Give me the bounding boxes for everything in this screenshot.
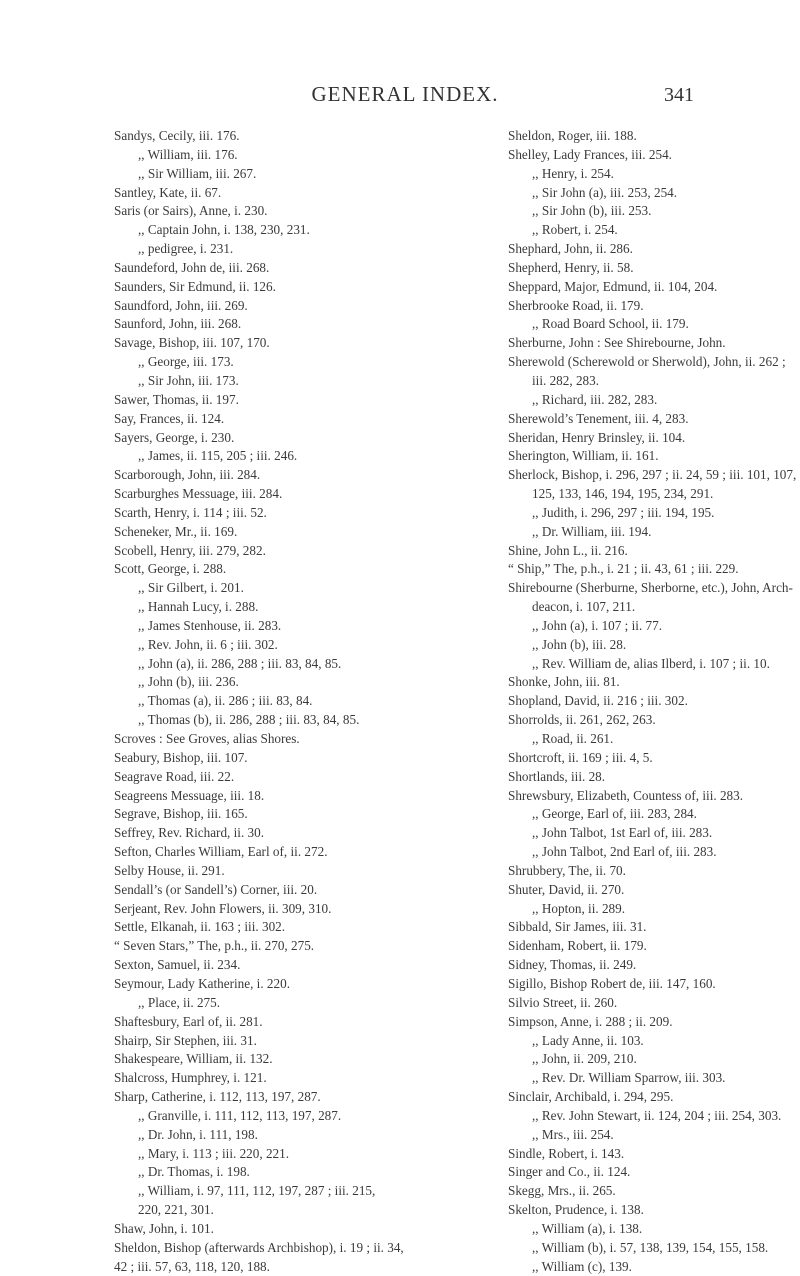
index-entry: Sendall’s (or Sandell’s) Corner, iii. 20.	[114, 881, 318, 897]
index-entry: Shortlands, iii. 28.	[508, 768, 606, 784]
index-continuation: deacon, i. 107, 211.	[532, 599, 636, 615]
index-entry: Sherington, William, ii. 161.	[508, 448, 659, 464]
index-subentry: ,, William (b), i. 57, 138, 139, 154, 155, 158.	[532, 1239, 769, 1255]
index-entry: Sinclair, Archibald, i. 294, 295.	[508, 1089, 674, 1105]
index-subentry: ,, Rev. John, ii. 6 ; iii. 302.	[138, 636, 278, 652]
index-continuation: 125, 133, 146, 194, 195, 234, 291.	[532, 486, 714, 502]
index-entry: Sidenham, Robert, ii. 179.	[508, 938, 647, 954]
index-entry: Seffrey, Rev. Richard, ii. 30.	[114, 825, 265, 841]
index-entry: Shakespeare, William, ii. 132.	[114, 1051, 273, 1067]
page-number: 341	[664, 84, 694, 106]
index-entry: Saundeford, John de, iii. 268.	[114, 259, 270, 275]
index-entry: Sherewold’s Tenement, iii. 4, 283.	[508, 410, 689, 426]
index-entry: Shortcroft, ii. 169 ; iii. 4, 5.	[508, 749, 653, 765]
index-entry: Sigillo, Bishop Robert de, iii. 147, 160.	[508, 975, 716, 991]
index-subentry: ,, James, ii. 115, 205 ; iii. 246.	[138, 448, 298, 464]
index-entry: Skelton, Prudence, i. 138.	[508, 1202, 644, 1218]
index-subentry: ,, Mrs., iii. 254.	[532, 1126, 614, 1142]
index-subentry: ,, Road Board School, ii. 179.	[532, 316, 689, 332]
index-entry: Shrubbery, The, ii. 70.	[508, 862, 626, 878]
index-subentry: ,, Henry, i. 254.	[532, 165, 614, 181]
index-entry: Serjeant, Rev. John Flowers, ii. 309, 310.	[114, 900, 332, 916]
index-entry: Silvio Street, ii. 260.	[508, 994, 618, 1010]
index-subentry: ,, Dr. Thomas, i. 198.	[138, 1164, 250, 1180]
index-subentry: ,, Captain John, i. 138, 230, 231.	[138, 222, 310, 238]
index-subentry: ,, Sir John, iii. 173.	[138, 372, 239, 388]
index-subentry: ,, Rev. John Stewart, ii. 124, 204 ; iii. 254, 303.	[532, 1107, 782, 1123]
index-subentry: ,, William, i. 97, 111, 112, 197, 287 ; iii. 215,	[138, 1183, 376, 1199]
index-entry: “ Ship,” The, p.h., i. 21 ; ii. 43, 61 ; iii. 229.	[508, 561, 739, 577]
index-entry: Scobell, Henry, iii. 279, 282.	[114, 542, 266, 558]
index-subentry: ,, George, Earl of, iii. 283, 284.	[532, 806, 697, 822]
index-entry: Scott, George, i. 288.	[114, 561, 227, 577]
index-entry: Shelley, Lady Frances, iii. 254.	[508, 146, 672, 162]
index-entry: Skegg, Mrs., ii. 265.	[508, 1183, 616, 1199]
index-entry: Seagreens Messuage, iii. 18.	[114, 787, 265, 803]
index-subentry: ,, John (a), ii. 286, 288 ; iii. 83, 84, 85.	[138, 655, 342, 671]
index-continuation: iii. 282, 283.	[532, 372, 600, 388]
index-subentry: ,, Granville, i. 111, 112, 113, 197, 287.	[138, 1107, 342, 1123]
page-title: GENERAL INDEX.	[311, 82, 499, 106]
index-entry: Shuter, David, ii. 270.	[508, 881, 625, 897]
index-subentry: ,, Richard, iii. 282, 283.	[532, 391, 658, 407]
index-subentry: ,, Thomas (a), ii. 286 ; iii. 83, 84.	[138, 693, 313, 709]
index-subentry: ,, John Talbot, 1st Earl of, iii. 283.	[532, 825, 713, 841]
index-entry: Sherbrooke Road, ii. 179.	[508, 297, 644, 313]
index-entry: Segrave, Bishop, iii. 165.	[114, 806, 248, 822]
index-subentry: ,, Dr. William, iii. 194.	[532, 523, 652, 539]
index-subentry: ,, Hannah Lucy, i. 288.	[138, 599, 259, 615]
index-entry: Scarth, Henry, i. 114 ; iii. 52.	[114, 504, 267, 520]
index-subentry: ,, William (a), i. 138.	[532, 1220, 643, 1236]
index-entry: “ Seven Stars,” The, p.h., ii. 270, 275.	[114, 938, 315, 954]
index-entry: Sheldon, Bishop (afterwards Archbishop), i. 19 ; ii. 34,	[114, 1239, 404, 1255]
index-entry: Sherewold (Scherewold or Sherwold), John, ii. 262 ;	[508, 354, 786, 370]
index-entry: Sefton, Charles William, Earl of, ii. 272.	[114, 844, 328, 860]
index-entry: Shine, John L., ii. 216.	[508, 542, 628, 558]
index-entry: Sayers, George, i. 230.	[114, 429, 235, 445]
index-subentry: ,, Rev. William de, alias Ilberd, i. 107 ; ii. 10.	[532, 655, 770, 671]
index-entry: Sheldon, Roger, iii. 188.	[508, 128, 637, 143]
index-entry: Scheneker, Mr., ii. 169.	[114, 523, 238, 539]
index-subentry: ,, John (b), iii. 28.	[532, 636, 627, 652]
index-subentry: ,, John (b), iii. 236.	[138, 674, 239, 690]
index-entry: Shaw, John, i. 101.	[114, 1220, 214, 1236]
index-entry: Savage, Bishop, iii. 107, 170.	[114, 335, 270, 351]
index-entry: Santley, Kate, ii. 67.	[114, 184, 222, 200]
index-entry: Simpson, Anne, i. 288 ; ii. 209.	[508, 1013, 673, 1029]
index-subentry: ,, Judith, i. 296, 297 ; iii. 194, 195.	[532, 504, 715, 520]
index-subentry: ,, Road, ii. 261.	[532, 731, 614, 746]
index-subentry: ,, Hopton, ii. 289.	[532, 900, 626, 916]
index-entry: Saundford, John, iii. 269.	[114, 297, 248, 313]
index-entry: Shaftesbury, Earl of, ii. 281.	[114, 1013, 263, 1029]
index-entry: Seymour, Lady Katherine, i. 220.	[114, 975, 290, 991]
index-entry: Scroves : See Groves, alias Shores.	[114, 731, 300, 746]
index-entry: Sindle, Robert, i. 143.	[508, 1145, 625, 1161]
index-entry: Shonke, John, iii. 81.	[508, 674, 620, 690]
index-subentry: ,, Place, ii. 275.	[138, 994, 221, 1010]
index-entry: Singer and Co., ii. 124.	[508, 1164, 631, 1180]
index-entry: Sibbald, Sir James, iii. 31.	[508, 919, 647, 935]
right-index-column	[508, 127, 797, 1276]
index-entry: Scarburghes Messuage, iii. 284.	[114, 486, 283, 502]
index-entry: Saunders, Sir Edmund, ii. 126.	[114, 278, 276, 294]
index-subentry: ,, Thomas (b), ii. 286, 288 ; iii. 83, 84, 85.	[138, 712, 360, 728]
index-subentry: ,, James Stenhouse, ii. 283.	[138, 617, 282, 633]
index-subentry: ,, Lady Anne, ii. 103.	[532, 1032, 644, 1048]
left-index-column	[114, 127, 499, 1276]
index-entry: Shrewsbury, Elizabeth, Countess of, iii. 283.	[508, 787, 744, 803]
index-subentry: ,, Sir John (b), iii. 253.	[532, 203, 652, 219]
index-entry: Saunford, John, iii. 268.	[114, 316, 242, 332]
index-subentry: ,, Rev. Dr. William Sparrow, iii. 303.	[532, 1070, 726, 1086]
index-entry: Sidney, Thomas, ii. 249.	[508, 957, 637, 973]
index-entry: Saris (or Sairs), Anne, i. 230.	[114, 203, 268, 219]
index-entry: Sexton, Samuel, ii. 234.	[114, 957, 241, 973]
index-entry: Sherlock, Bishop, i. 296, 297 ; ii. 24, 59 ; iii. 101, 107,	[508, 467, 797, 483]
index-entry: Seagrave Road, iii. 22.	[114, 768, 235, 784]
index-subentry: ,, Mary, i. 113 ; iii. 220, 221.	[138, 1145, 290, 1161]
index-entry: Sharp, Catherine, i. 112, 113, 197, 287.	[114, 1089, 321, 1105]
index-entry: Sheridan, Henry Brinsley, ii. 104.	[508, 429, 686, 445]
index-subentry: ,, John (a), i. 107 ; ii. 77.	[532, 617, 663, 633]
index-subentry: ,, John Talbot, 2nd Earl of, iii. 283.	[532, 844, 717, 860]
index-entry: Say, Frances, ii. 124.	[114, 410, 225, 426]
index-entry: Shairp, Sir Stephen, iii. 31.	[114, 1032, 257, 1048]
index-subentry: ,, George, iii. 173.	[138, 354, 234, 370]
index-entry: Settle, Elkanah, ii. 163 ; iii. 302.	[114, 919, 286, 935]
index-entry: Shephard, John, ii. 286.	[508, 241, 633, 257]
index-entry: Seabury, Bishop, iii. 107.	[114, 749, 248, 765]
index-entry: Shepherd, Henry, ii. 58.	[508, 259, 634, 275]
index-entry: Sherburne, John : See Shirebourne, John.	[508, 335, 726, 351]
index-entry: Shirebourne (Sherburne, Sherborne, etc.), John, Arch-	[508, 580, 793, 596]
index-entry: 42 ; iii. 57, 63, 118, 120, 188.	[114, 1258, 270, 1274]
index-subentry: ,, Dr. John, i. 111, 198.	[138, 1126, 258, 1142]
index-subentry: ,, pedigree, i. 231.	[138, 241, 234, 257]
index-entry: Shopland, David, ii. 216 ; iii. 302.	[508, 693, 688, 709]
index-entry: Sandys, Cecily, iii. 176.	[114, 128, 240, 143]
index-subentry: ,, Robert, i. 254.	[532, 222, 618, 238]
index-entry: Sawer, Thomas, ii. 197.	[114, 391, 239, 407]
index-continuation: 220, 221, 301.	[138, 1202, 214, 1218]
index-entry: Shalcross, Humphrey, i. 121.	[114, 1070, 267, 1086]
index-subentry: ,, Sir William, iii. 267.	[138, 165, 257, 181]
index-subentry: ,, William, iii. 176.	[138, 146, 238, 162]
running-head	[0, 82, 800, 112]
index-entry: Sheppard, Major, Edmund, ii. 104, 204.	[508, 278, 718, 294]
index-subentry: ,, William (c), 139.	[532, 1258, 632, 1274]
index-subentry: ,, John, ii. 209, 210.	[532, 1051, 637, 1067]
index-entry: Selby House, ii. 291.	[114, 862, 225, 878]
index-entry: Scarborough, John, iii. 284.	[114, 467, 261, 483]
index-subentry: ,, Sir Gilbert, i. 201.	[138, 580, 244, 596]
index-entry: Shorrolds, ii. 261, 262, 263.	[508, 712, 656, 728]
index-subentry: ,, Sir John (a), iii. 253, 254.	[532, 184, 678, 200]
